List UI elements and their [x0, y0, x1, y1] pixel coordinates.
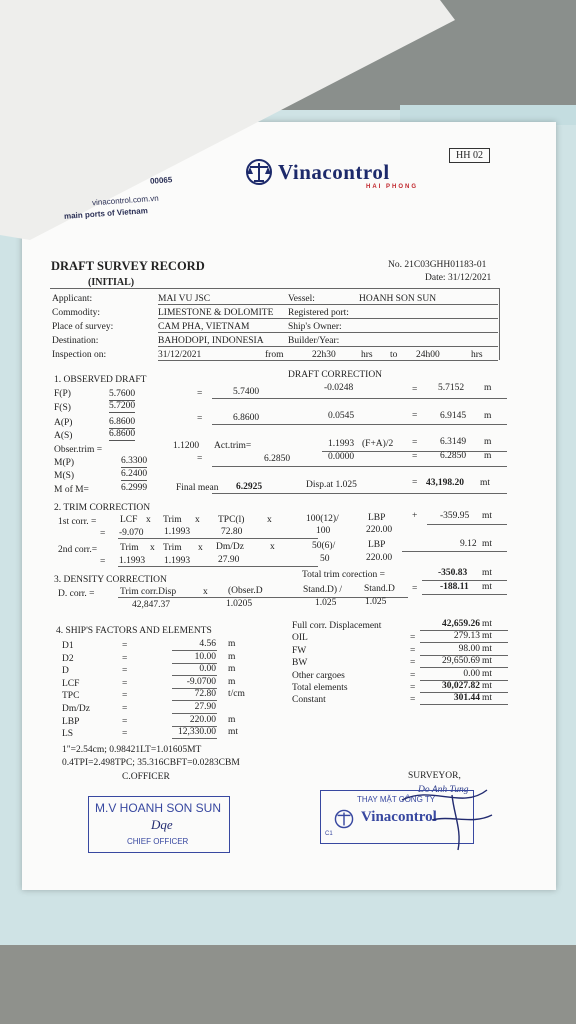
stand-density-value: 1.025: [315, 598, 337, 608]
as-label: A(S): [54, 431, 73, 441]
trim-label: Trim: [163, 543, 182, 553]
commodity-label: Commodity:: [52, 308, 101, 318]
mp-label: M(P): [54, 458, 75, 468]
lbp-label: LBP: [368, 513, 386, 523]
equals: =: [197, 454, 203, 464]
stand-density: Stand.D) /: [303, 585, 343, 595]
times: x: [195, 515, 200, 525]
ap-value: 6.8600: [109, 417, 136, 427]
factor-key: LCF: [62, 678, 80, 689]
stamp-brand: Vinacontrol: [361, 809, 437, 825]
fp-label: F(P): [54, 389, 71, 399]
cover-text-2: vinacontrol.com.vn: [91, 193, 159, 208]
stamp-scales-icon: [333, 809, 355, 829]
row-rule: [422, 580, 507, 581]
row-rule: [427, 524, 507, 525]
element-value: 30,027.82: [442, 681, 480, 691]
element-key: Other cargoes: [292, 670, 345, 681]
factor-unit: t/cm: [228, 689, 245, 700]
equals: =: [410, 633, 416, 644]
record-date: Date: 31/12/2021: [425, 273, 492, 283]
density-heading: 3. DENSITY CORRECTION: [54, 575, 167, 585]
disp-label: Disp.at 1.025: [306, 480, 357, 490]
inspection-label: Inspection on:: [52, 350, 107, 360]
conversion-note-2: 0.4TPI=2.498TPC; 35.316CBFT=0.0283CBM: [62, 758, 240, 768]
from-time: 22h30: [312, 350, 336, 360]
row-rule: [422, 594, 507, 595]
ap-label: A(P): [54, 418, 73, 428]
builder-label: Builder/Year:: [288, 336, 340, 346]
trim-value: 1.1993: [164, 527, 191, 537]
element-unit: mt: [482, 631, 493, 642]
cover-text-1: 00065: [149, 175, 173, 186]
destination-label: Destination:: [52, 336, 99, 346]
stamp-vessel-name: M.V HOANH SON SUN: [95, 801, 222, 815]
scales-logo-icon: [244, 158, 274, 186]
dmdz-label: Dm/Dz: [216, 542, 244, 552]
times: x: [150, 543, 155, 553]
place-label: Place of survey:: [52, 322, 114, 332]
equals: =: [100, 557, 106, 567]
element-value: 0.00: [463, 668, 480, 679]
cover-text-3: main ports of Vietnam: [63, 206, 149, 221]
draft-survey-document: [22, 122, 556, 890]
m-result: 6.2850: [440, 451, 467, 461]
element-unit: mt: [482, 668, 493, 679]
stamp-code: C1: [325, 831, 333, 837]
factor-unit: m: [228, 714, 236, 725]
m-correction: 0.0000: [328, 452, 355, 462]
stand-density-2: Stand.D: [364, 584, 395, 594]
total-trim-value: -350.83: [438, 568, 468, 578]
stand-density-value-2: 1.025: [365, 597, 387, 607]
element-value: 98.00: [458, 643, 480, 654]
element-key: OIL: [292, 633, 308, 644]
row-rule: [212, 466, 507, 467]
as-value: 6.8600: [109, 429, 136, 439]
equals: =: [122, 678, 128, 689]
factor-key: LBP: [62, 716, 80, 727]
equals: =: [122, 691, 128, 702]
row-rule: [172, 713, 217, 714]
element-key: Total elements: [292, 683, 348, 693]
surveyor-label: SURVEYOR,: [408, 771, 461, 781]
element-unit: mt: [482, 643, 493, 654]
trim-label: Trim: [120, 543, 139, 553]
second-corr-label: 2nd corr.=: [58, 545, 98, 555]
record-number: No. 21C03GHH01183-01: [388, 260, 487, 270]
row-rule: [212, 424, 507, 425]
correction-heading: DRAFT CORRECTION: [288, 370, 383, 380]
act-trim-label: Act.trim=: [214, 441, 252, 451]
obser-density: (Obser.D: [228, 586, 263, 596]
factor-key: D: [62, 666, 69, 677]
ms-value: 6.2400: [121, 469, 148, 479]
info-rule: [158, 332, 498, 333]
unit: m: [484, 451, 492, 461]
factor-unit: mt: [228, 727, 239, 738]
brand-logo: Vinacontrol: [278, 160, 390, 184]
equals: =: [197, 389, 203, 399]
trim-label: Trim: [163, 515, 182, 525]
final-mean-label: Final mean: [176, 483, 219, 493]
mofm-value: 6.2999: [121, 483, 148, 493]
tpc-value: 72.80: [221, 527, 243, 537]
inspection-value: 31/12/2021: [158, 350, 202, 360]
row-rule: [212, 493, 507, 494]
unit: m: [484, 411, 492, 421]
factor-unit: m: [228, 676, 236, 687]
from-label: from: [265, 350, 284, 360]
final-mean-value: 6.2925: [236, 482, 263, 492]
equals: =: [412, 452, 418, 462]
equals: =: [412, 478, 418, 488]
vessel-stamp: [88, 796, 230, 853]
unit: mt: [482, 582, 493, 592]
equals: =: [412, 385, 418, 395]
a-mean: 6.8600: [233, 413, 260, 423]
to-label: to: [390, 350, 398, 360]
row-rule: [212, 398, 507, 399]
equals: =: [122, 641, 128, 651]
equals: =: [122, 666, 128, 677]
officer-label: C.OFFICER: [122, 772, 170, 782]
m-mean: 6.2850: [264, 454, 291, 464]
equals: =: [412, 411, 418, 421]
factor-value: 0.00: [199, 664, 216, 675]
density-result: -188.11: [440, 582, 469, 592]
f-correction: -0.0248: [324, 383, 354, 393]
element-key: BW: [292, 658, 308, 669]
factor-key: Dm/Dz: [62, 704, 90, 714]
first-corr-label: 1st corr. =: [58, 517, 97, 527]
equals: =: [410, 658, 416, 669]
factor-unit: m: [228, 651, 236, 662]
to-time: 24h00: [416, 350, 440, 360]
equals: =: [122, 716, 128, 727]
equals: =: [412, 584, 418, 594]
factor-value: 72.80: [194, 689, 216, 700]
element-value: 42,659.26: [442, 619, 480, 629]
stamp-company-top: THAY MẶT CÔNG TY: [357, 795, 436, 804]
equals: =: [410, 695, 416, 706]
second-corr-result: 9.12: [460, 539, 477, 549]
form-code: HH 02: [449, 148, 490, 163]
row-rule: [402, 551, 507, 552]
row-rule: [172, 650, 217, 651]
applicant-label: Applicant:: [52, 294, 93, 304]
applicant-value: MAI VU JSC: [158, 294, 211, 304]
info-rule: [158, 360, 498, 361]
obser-density-value: 1.0205: [226, 599, 253, 609]
element-value: 301.44: [453, 693, 480, 704]
vessel-label: Vessel:: [288, 294, 315, 304]
surveyor-name: Do Anh Tung: [418, 785, 469, 795]
factor-key: TPC: [62, 691, 80, 702]
element-key: FW: [292, 645, 307, 656]
fp-value: 5.7600: [109, 389, 136, 399]
a-correction: 0.0545: [328, 411, 355, 421]
surveyor-signature: [392, 780, 502, 860]
equals: =: [410, 683, 416, 693]
fa-result: 6.3149: [440, 437, 467, 447]
row-rule: [420, 704, 508, 705]
info-right-border: [499, 288, 500, 360]
times: x: [270, 542, 275, 552]
document-subtitle: (INITIAL): [88, 277, 135, 288]
factor-value: 10.00: [194, 651, 216, 662]
equals: =: [197, 414, 203, 424]
factor-value: 4.56: [199, 639, 216, 649]
fs-value: 5.7200: [109, 401, 136, 411]
f-result: 5.7152: [438, 383, 465, 393]
info-rule: [158, 346, 498, 347]
unit: mt: [482, 568, 493, 578]
unit: m: [484, 437, 492, 447]
conversion-note-1: 1"=2.54cm; 0.98421LT=1.01605MT: [62, 745, 202, 755]
factor-value: 220.00: [189, 714, 216, 725]
floor: [0, 945, 576, 1024]
trim-value: 1.1993: [119, 556, 146, 566]
factor-key: D1: [62, 641, 74, 651]
plus: +: [412, 511, 418, 521]
disp-value: 43,198.20: [426, 478, 464, 488]
times: x: [203, 587, 208, 597]
info-top-border: [50, 288, 500, 289]
factor-value: 27.90: [194, 702, 216, 712]
observed-heading: 1. OBSERVED DRAFT: [54, 375, 147, 385]
element-key: Constant: [292, 695, 326, 706]
fs-label: F(S): [54, 403, 71, 413]
commodity-value: LIMESTONE & DOLOMITE: [158, 308, 274, 318]
info-rule: [158, 318, 498, 319]
destination-value: BAHODOPI, INDONESIA: [158, 336, 264, 346]
f-mean: 5.7400: [233, 387, 260, 397]
row-rule: [118, 566, 318, 567]
hrs-label-2: hrs: [471, 350, 483, 360]
mofm-label: M of M=: [54, 485, 89, 495]
document-title: DRAFT SURVEY RECORD: [51, 259, 205, 273]
factors-heading: 4. SHIP'S FACTORS AND ELEMENTS: [56, 626, 212, 636]
owner-label: Ship's Owner:: [288, 322, 342, 332]
element-unit: mt: [482, 656, 493, 667]
d100: 100: [316, 526, 331, 536]
lcf-value: -9.070: [119, 528, 144, 538]
element-key: Full corr. Displacement: [292, 621, 382, 631]
trim-corr-disp-value: 42,847.37: [132, 600, 170, 610]
port-label: Registered port:: [288, 308, 349, 318]
stamp-role: CHIEF OFFICER: [127, 837, 189, 846]
element-unit: mt: [482, 619, 493, 629]
total-trim-label: Total trim corection =: [302, 570, 386, 580]
factor-unit: m: [228, 664, 236, 675]
fa-formula: (F+A)/2: [362, 439, 394, 449]
equals: =: [410, 670, 416, 681]
unit: mt: [480, 478, 491, 488]
first-corr-result: -359.95: [440, 511, 470, 521]
lbp-value: 220.00: [366, 525, 393, 535]
trim-value: 1.1993: [164, 556, 191, 566]
f50: 50(6)/: [312, 541, 336, 551]
d50: 50: [320, 554, 330, 564]
factor-key: LS: [62, 729, 74, 740]
times: x: [146, 515, 151, 525]
equals: =: [122, 704, 128, 714]
equals: =: [122, 729, 128, 740]
factor-key: D2: [62, 653, 74, 664]
obser-trim-label: Obser.trim =: [54, 445, 103, 455]
vessel-value: HOANH SON SUN: [359, 294, 437, 304]
times: x: [267, 515, 272, 525]
density-formula: Trim corr.Disp: [120, 587, 177, 597]
act-trim-value: 1.1993: [328, 439, 355, 449]
f100: 100(12)/: [306, 514, 339, 524]
trim-heading: 2. TRIM CORRECTION: [54, 503, 151, 513]
element-unit: mt: [482, 693, 493, 704]
tpc-label: TPC(l): [218, 515, 245, 525]
factor-value: 12,330.00: [178, 727, 216, 738]
place-value: CAM PHA, VIETNAM: [158, 322, 250, 332]
mp-value: 6.3300: [121, 456, 148, 466]
element-unit: mt: [482, 681, 493, 691]
officer-signature: Dqe: [151, 817, 173, 832]
lbp-label: LBP: [368, 540, 386, 550]
element-value: 29,650.69: [442, 656, 480, 667]
factor-unit: m: [228, 639, 236, 649]
equals: =: [412, 438, 418, 448]
unit: m: [484, 383, 492, 393]
brand-sub: HAI PHONG: [366, 184, 419, 190]
equals: =: [122, 653, 128, 664]
equals: =: [410, 645, 416, 656]
lcf-label: LCF: [120, 515, 138, 525]
unit: mt: [482, 511, 493, 521]
element-value: 279.13: [453, 631, 480, 642]
ms-label: M(S): [54, 471, 75, 481]
a-result: 6.9145: [440, 411, 467, 421]
obser-trim-value: 1.1200: [173, 441, 200, 451]
factor-value: -9.0700: [186, 676, 216, 687]
lbp-value: 220.00: [366, 553, 393, 563]
dmdz-value: 27.90: [218, 555, 240, 565]
row-rule: [118, 538, 318, 539]
unit: mt: [482, 539, 493, 549]
equals: =: [100, 529, 106, 539]
row-rule: [172, 738, 217, 739]
hrs-label: hrs: [361, 350, 373, 360]
times: x: [198, 543, 203, 553]
info-rule: [158, 304, 498, 305]
density-corr-label: D. corr. =: [58, 589, 95, 599]
